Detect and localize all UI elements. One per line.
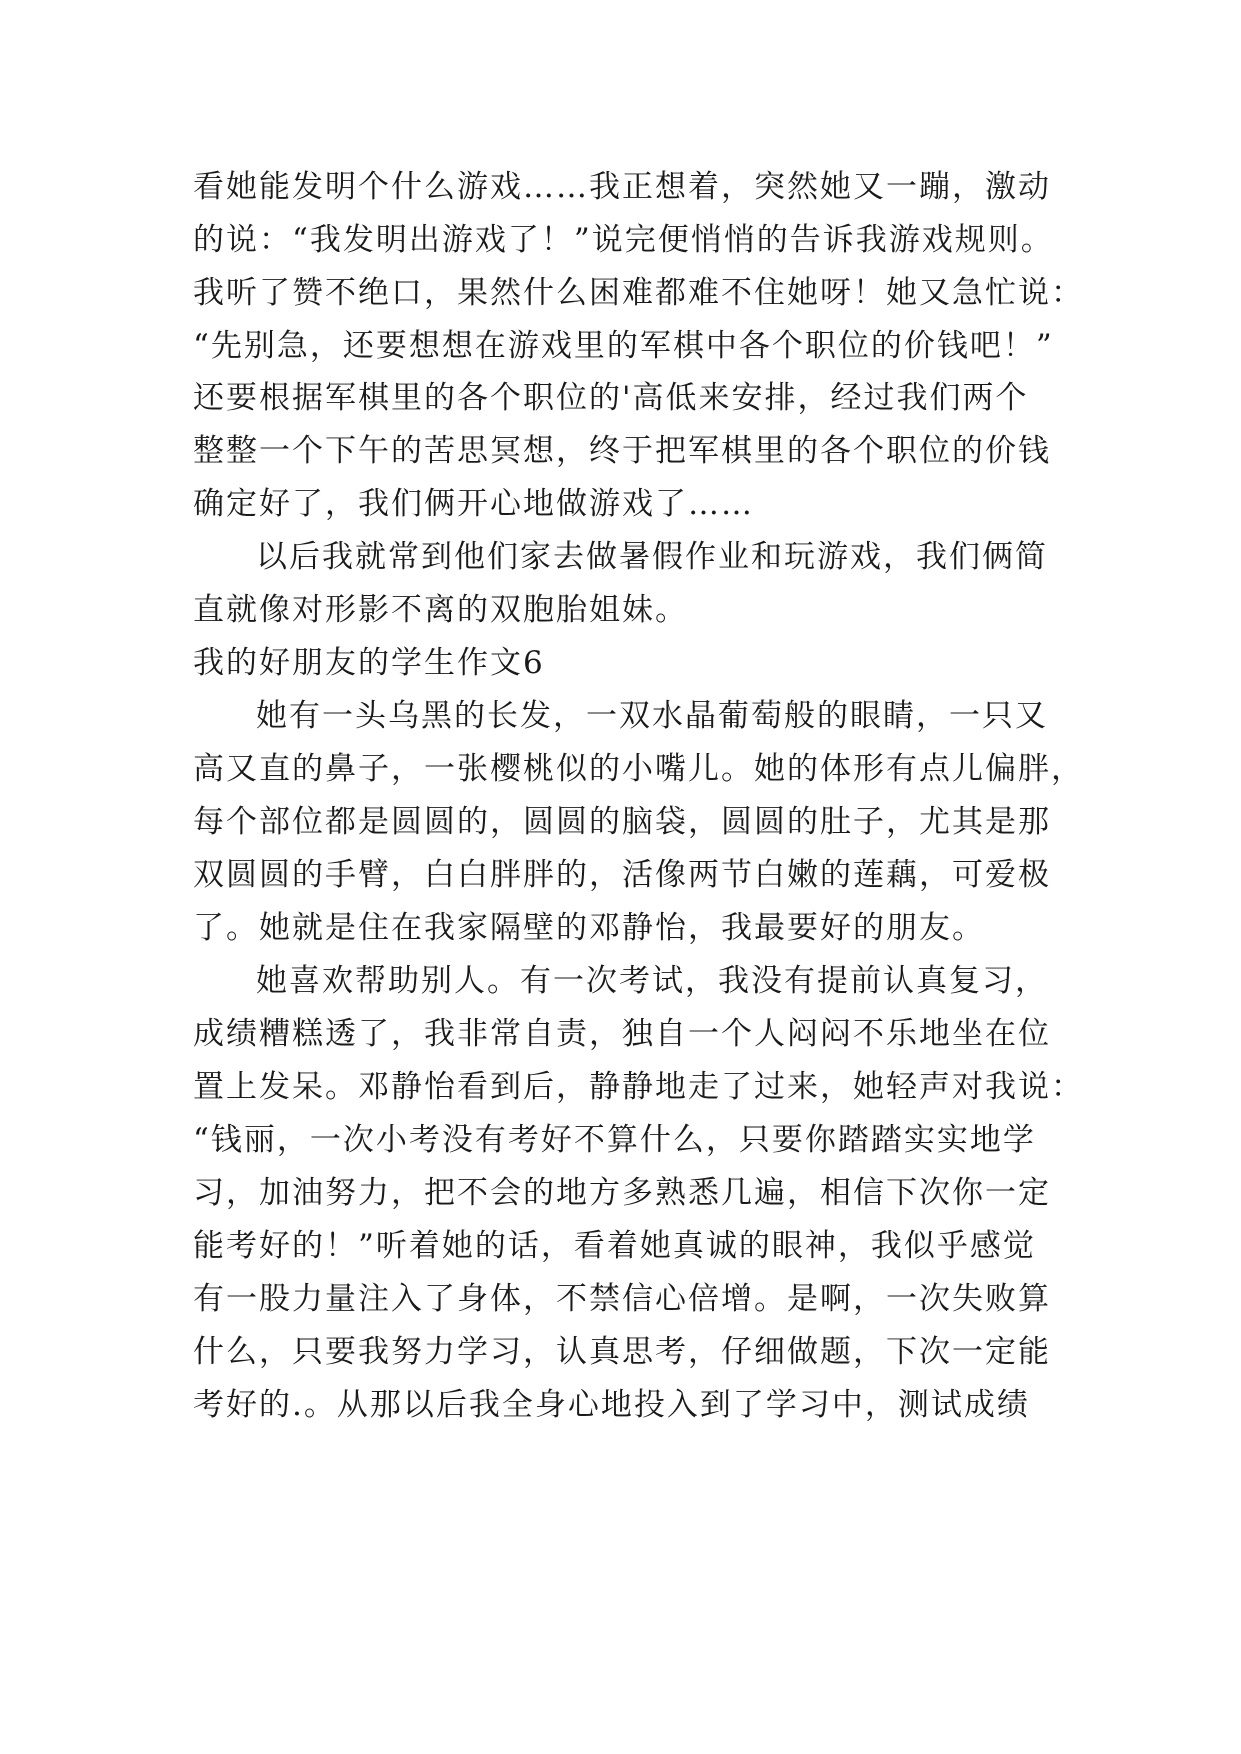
text-line: “先别急，还要想想在游戏里的军棋中各个职位的价钱吧！” (193, 328, 1054, 364)
paragraph-first-line: 以后我就常到他们家去做暑假作业和玩游戏，我们俩简 (256, 539, 1048, 575)
text-line: 成绩糟糕透了，我非常自责，独自一个人闷闷不乐地坐在位 (193, 1016, 1051, 1052)
section-title: 我的好朋友的学生作文6 (193, 645, 545, 681)
text-line: 我听了赞不绝口，果然什么困难都难不住她呀！她又急忙说： (193, 275, 1084, 311)
text-line: 考好的.。从那以后我全身心地投入到了学习中，测试成绩 (193, 1387, 1030, 1423)
text-line: 能考好的！”听着她的话，看着她真诚的眼神，我似乎感觉 (193, 1228, 1036, 1264)
paragraph-first-line: 她有一头乌黑的长发，一双水晶葡萄般的眼睛，一只又 (256, 698, 1048, 734)
text-line: 每个部位都是圆圆的，圆圆的脑袋，圆圆的肚子，尤其是那 (193, 804, 1051, 840)
text-line: 整整一个下午的苦思冥想，终于把军棋里的各个职位的价钱 (193, 433, 1051, 469)
text-line: “钱丽，一次小考没有考好不算什么，只要你踏踏实实地学 (193, 1122, 1036, 1158)
text-line: 置上发呆。邓静怡看到后，静静地走了过来，她轻声对我说： (193, 1069, 1084, 1105)
text-line: 看她能发明个什么游戏……我正想着，突然她又一蹦，激动 (193, 169, 1051, 205)
text-line: 的说：“我发明出游戏了！”说完便悄悄的告诉我游戏规则。 (193, 222, 1054, 258)
text-line: 有一股力量注入了身体，不禁信心倍增。是啊，一次失败算 (193, 1281, 1051, 1317)
text-line: 了。她就是住在我家隔壁的邓静怡，我最要好的朋友。 (193, 910, 985, 946)
text-line: 习，加油努力，把不会的地方多熟悉几遍，相信下次你一定 (193, 1175, 1051, 1211)
text-line: 双圆圆的手臂，白白胖胖的，活像两节白嫩的莲藕，可爱极 (193, 857, 1051, 893)
text-line: 什么，只要我努力学习，认真思考，仔细做题，下次一定能 (193, 1334, 1051, 1370)
text-line: 直就像对形影不离的双胞胎姐妹。 (193, 592, 688, 628)
text-line: 还要根据军棋里的各个职位的'高低来安排，经过我们两个 (193, 380, 1029, 416)
text-line: 高又直的鼻子，一张樱桃似的小嘴儿。她的体形有点儿偏胖， (193, 751, 1084, 787)
paragraph-first-line: 她喜欢帮助别人。有一次考试，我没有提前认真复习， (256, 963, 1048, 999)
text-line: 确定好了，我们俩开心地做游戏了…… (193, 486, 754, 522)
